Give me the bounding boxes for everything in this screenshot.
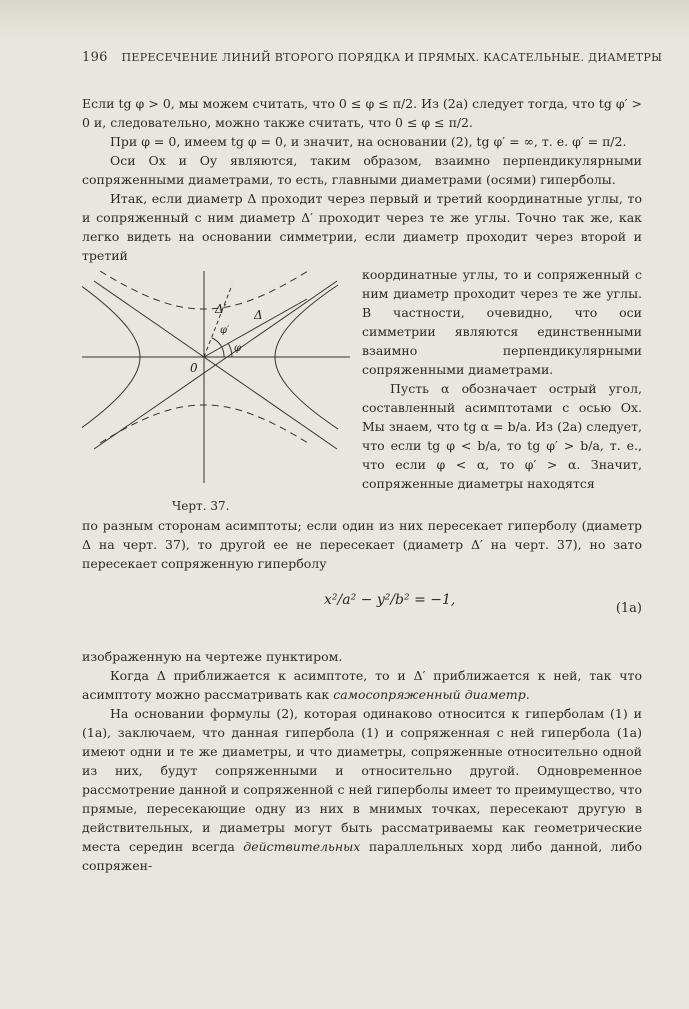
paragraph: координатные углы, то и сопряженный с ним диаметр проходит через те же углы. В частности, очевидно, что оси симметрии являются единственными взаимно перпендикулярными сопряженными диаметрами. xyxy=(362,267,642,377)
paragraph-text: параллельных хорд либо данной, либо сопряжен- xyxy=(82,839,642,873)
label-delta: Δ xyxy=(254,308,263,322)
paragraph xyxy=(82,666,642,704)
paragraph: Оси Ox и Oy являются, таким образом, взаимно перпендикулярными сопряженными диаметрами, то есть, главными диаметрами (осями) гиперболы. xyxy=(82,153,642,187)
paragraph: изображенную на чертеже пунктиром. xyxy=(82,649,343,664)
formula-equation: x²/a² − y²/b² = −1, xyxy=(324,592,456,608)
emphasized-term: действительных xyxy=(243,839,361,854)
paragraph: Пусть α обозначает острый угол, составленный асимптотами с осью Ox. Мы знаем, что tg α = b/a. Из (2a) следует, что если tg φ < b/a, то tg φ′ > b/a, т. е., что если φ < α, то φ′ > α. Значит, сопряженные диаметры находятся xyxy=(362,381,642,491)
label-origin: 0 xyxy=(190,361,198,375)
formula-number: (1a) xyxy=(615,601,642,616)
label-phi-prime: φ′ xyxy=(220,325,230,336)
running-title: ПЕРЕСЕЧЕНИЕ ЛИНИЙ ВТОРОГО ПОРЯДКА И ПРЯМЫХ. КАСАТЕЛЬНЫЕ. ДИАМЕТРЫ xyxy=(121,51,663,64)
page-number: 196 xyxy=(82,50,108,65)
page-body xyxy=(82,94,642,875)
emphasized-term: самосопряженный диаметр. xyxy=(333,687,530,702)
paragraph-text: На основании формулы (2), которая одинаково относится к гиперболам (1) и (1a), заключаем, что данная гипербола (1) и сопряженная с ней гипербола (1a) имеют одни и те же диаметры, и что диаметры, сопряженные относительно одной из них, будут сопряженными и относительно другой. Одновременное рассмотрение данной и сопряженной с ней гиперболы имеет то преимущество, что прямые, пересекающие одну из них в мнимых точках, пересекают другую в действительных, и диаметры могут быть рассматриваемы как геометрические места середин всегда xyxy=(82,706,642,854)
page-shadow xyxy=(0,0,689,40)
paragraph: Если tg φ > 0, мы можем считать, что 0 ≤ φ ≤ π/2. Из (2a) следует тогда, что tg φ′ > 0 и, следовательно, можно также считать, что 0 ≤ φ ≤ π/2. xyxy=(82,96,642,130)
hyperbola-diagram xyxy=(82,271,350,483)
paragraph-text: Когда Δ приближается к асимптоте, то и Δ′ приближается к ней, так что асимптоту можно рассматривать как xyxy=(82,668,642,702)
diameter-delta-prime xyxy=(204,285,232,357)
figure-37 xyxy=(82,271,350,516)
formula-1a xyxy=(82,585,642,633)
paragraph: по разным сторонам асимптоты; если один из них пересекает гиперболу (диаметр Δ на черт. 37), то другой ее не пересекает (диаметр Δ′ на черт. 37), но зато пересекает сопряженную гиперболу xyxy=(82,518,642,571)
paragraph: При φ = 0, имеем tg φ = 0, и значит, на основании (2), tg φ′ = ∞, т. е. φ′ = π/2. xyxy=(110,134,627,149)
angle-phi-prime-arc xyxy=(212,338,224,357)
paragraph: Итак, если диаметр Δ проходит через первый и третий координатные углы, то и сопряженный с ним диаметр Δ′ проходит через те же углы. Точно так же, как легко видеть на основании симметрии, если диаметр проходит через второй и третий xyxy=(82,191,642,263)
label-delta-prime: Δ′ xyxy=(215,302,227,316)
label-phi: φ xyxy=(234,343,242,354)
paragraph xyxy=(82,704,642,875)
figure-caption: Черт. 37. xyxy=(172,499,230,513)
running-header xyxy=(82,50,663,65)
